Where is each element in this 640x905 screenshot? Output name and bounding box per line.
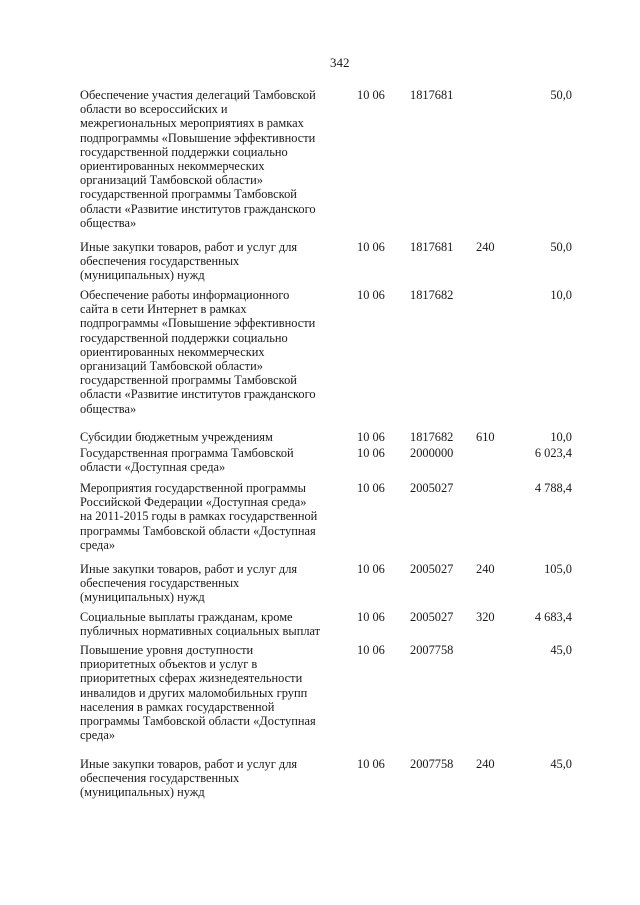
row-target-code: 2005027 bbox=[410, 610, 454, 624]
row-description: Социальные выплаты гражданам, кроме публичных нормативных социальных выплат bbox=[80, 610, 321, 639]
row-description: Иные закупки товаров, работ и услуг для обеспечения государственных (муниципальных) нужд bbox=[80, 757, 298, 800]
row-expense-type: 240 bbox=[476, 757, 495, 771]
page-number: 342 bbox=[330, 55, 350, 70]
row-expense-type: 320 bbox=[476, 610, 495, 624]
row-target-code: 2007758 bbox=[410, 757, 454, 771]
row-description: Обеспечение работы информационного сайта в сети Интернет в рамках подпрограммы «Повышение эффективности государственной поддержки социально ориентированных некоммерческих организаций Тамбовской области» государственной программы Тамбовской области «Развитие институтов гражданского общества» bbox=[80, 288, 316, 416]
row-section-code: 10 06 bbox=[357, 643, 385, 657]
row-amount: 10,0 bbox=[550, 288, 572, 302]
row-description: Обеспечение участия делегаций Тамбовской области во всероссийских и межрегиональных мероприятиях в рамках подпрограммы «Повышение эффективности государственной поддержки социально ориентированных некоммерческих организаций Тамбовской области» государственной программы Тамбовской области «Развитие институтов гражданского общества» bbox=[80, 88, 316, 230]
row-target-code: 1817682 bbox=[410, 288, 454, 302]
row-amount: 50,0 bbox=[550, 88, 572, 102]
row-target-code: 2000000 bbox=[410, 446, 454, 460]
row-description: Повышение уровня доступности приоритетных объектов и услуг в приоритетных сферах жизнедеятельности инвалидов и других маломобильных групп населения в рамках государственной программы Тамбовской области «Доступная среда» bbox=[80, 643, 316, 743]
row-amount: 6 023,4 bbox=[534, 446, 572, 460]
row-amount: 45,0 bbox=[550, 757, 572, 771]
row-section-code: 10 06 bbox=[357, 610, 385, 624]
row-amount: 45,0 bbox=[550, 643, 572, 657]
row-section-code: 10 06 bbox=[357, 446, 385, 460]
row-amount: 10,0 bbox=[550, 430, 572, 444]
row-section-code: 10 06 bbox=[357, 562, 385, 576]
row-target-code: 2005027 bbox=[410, 562, 454, 576]
row-target-code: 2005027 bbox=[410, 481, 454, 495]
row-amount: 4 788,4 bbox=[534, 481, 572, 495]
row-description: Иные закупки товаров, работ и услуг для обеспечения государственных (муниципальных) нужд bbox=[80, 562, 298, 605]
row-description: Государственная программа Тамбовской области «Доступная среда» bbox=[80, 446, 294, 475]
row-section-code: 10 06 bbox=[357, 240, 385, 254]
row-section-code: 10 06 bbox=[357, 481, 385, 495]
row-expense-type: 610 bbox=[476, 430, 495, 444]
row-section-code: 10 06 bbox=[357, 430, 385, 444]
row-target-code: 2007758 bbox=[410, 643, 454, 657]
row-amount: 105,0 bbox=[544, 562, 572, 576]
row-expense-type: 240 bbox=[476, 240, 495, 254]
row-description: Субсидии бюджетным учреждениям bbox=[80, 430, 273, 444]
row-target-code: 1817681 bbox=[410, 240, 454, 254]
row-amount: 4 683,4 bbox=[534, 610, 572, 624]
row-expense-type: 240 bbox=[476, 562, 495, 576]
row-description: Иные закупки товаров, работ и услуг для обеспечения государственных (муниципальных) нужд bbox=[80, 240, 298, 283]
row-target-code: 1817681 bbox=[410, 88, 454, 102]
row-section-code: 10 06 bbox=[357, 288, 385, 302]
row-description: Мероприятия государственной программы Российской Федерации «Доступная среда» на 2011-2015 годы в рамках государственной программы Тамбовской области «Доступная среда» bbox=[80, 481, 318, 552]
row-amount: 50,0 bbox=[550, 240, 572, 254]
row-section-code: 10 06 bbox=[357, 88, 385, 102]
row-target-code: 1817682 bbox=[410, 430, 454, 444]
row-section-code: 10 06 bbox=[357, 757, 385, 771]
